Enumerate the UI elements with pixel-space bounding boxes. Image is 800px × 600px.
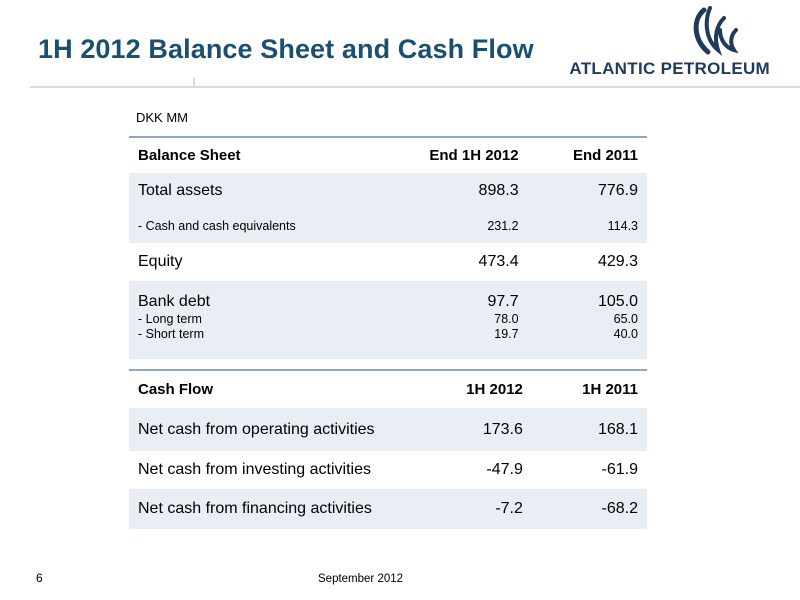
column-header: End 1H 2012 [379, 137, 527, 173]
column-header: Balance Sheet [129, 137, 379, 173]
page-number: 6 [36, 571, 43, 585]
row-label: Equity [138, 253, 183, 270]
table-row-cash [129, 208, 647, 243]
cell-value: 105.0 [597, 293, 638, 310]
table-row-total-assets [129, 173, 647, 208]
cell-value: 473.4 [478, 253, 519, 270]
logo-wave-icon [690, 6, 750, 58]
cell-value: 776.9 [597, 181, 638, 199]
row-label: Net cash from investing activities [138, 461, 371, 478]
cell-value: 65.0 [613, 312, 638, 326]
row-label: Bank debt [138, 293, 211, 310]
cash-flow-table [129, 369, 647, 529]
column-header: 1H 2012 [394, 370, 532, 408]
column-header: End 2011 [528, 137, 647, 173]
cell-value: -61.9 [601, 461, 638, 478]
table-row-investing [129, 451, 647, 489]
row-label: Net cash from financing activities [138, 500, 372, 517]
cell-value: 97.7 [487, 293, 519, 310]
row-label: Total assets [138, 181, 223, 199]
header-divider [30, 86, 800, 88]
table-row-equity [129, 243, 647, 281]
table-row-financing [129, 489, 647, 529]
logo-text: ATLANTIC PETROLEUM [569, 59, 770, 78]
cell-value: 173.6 [482, 420, 523, 438]
table-header-row [129, 137, 647, 173]
cell-value: -7.2 [495, 500, 523, 517]
table-row-short-term [129, 327, 647, 359]
cell-value: 78.0 [494, 312, 519, 326]
column-header: Cash Flow [129, 370, 394, 408]
row-label: - Short term [138, 327, 204, 341]
cell-value: -68.2 [601, 500, 638, 517]
cell-value: 40.0 [613, 327, 638, 341]
table-row-long-term [129, 311, 647, 327]
company-logo [560, 6, 770, 86]
cell-value: 168.1 [597, 420, 638, 438]
table-row-bank-debt [129, 281, 647, 311]
row-label: - Long term [138, 312, 202, 326]
cell-value: 114.3 [607, 218, 638, 233]
table-row-operating [129, 408, 647, 451]
unit-label: DKK MM [136, 110, 188, 125]
cell-value: 429.3 [597, 253, 638, 270]
footer-date: September 2012 [318, 573, 404, 585]
page-title: 1H 2012 Balance Sheet and Cash Flow [38, 34, 534, 64]
table-header-row [129, 370, 647, 408]
row-label: Net cash from operating activities [138, 420, 375, 438]
cell-value: 231.2 [487, 218, 519, 233]
cell-value: -47.9 [486, 461, 523, 478]
cell-value: 19.7 [494, 327, 519, 341]
balance-sheet-table [129, 136, 647, 359]
column-header: 1H 2011 [532, 370, 647, 408]
row-label: - Cash and cash equivalents [138, 218, 296, 233]
header-divider-tick [193, 78, 195, 88]
cell-value: 898.3 [478, 181, 519, 199]
